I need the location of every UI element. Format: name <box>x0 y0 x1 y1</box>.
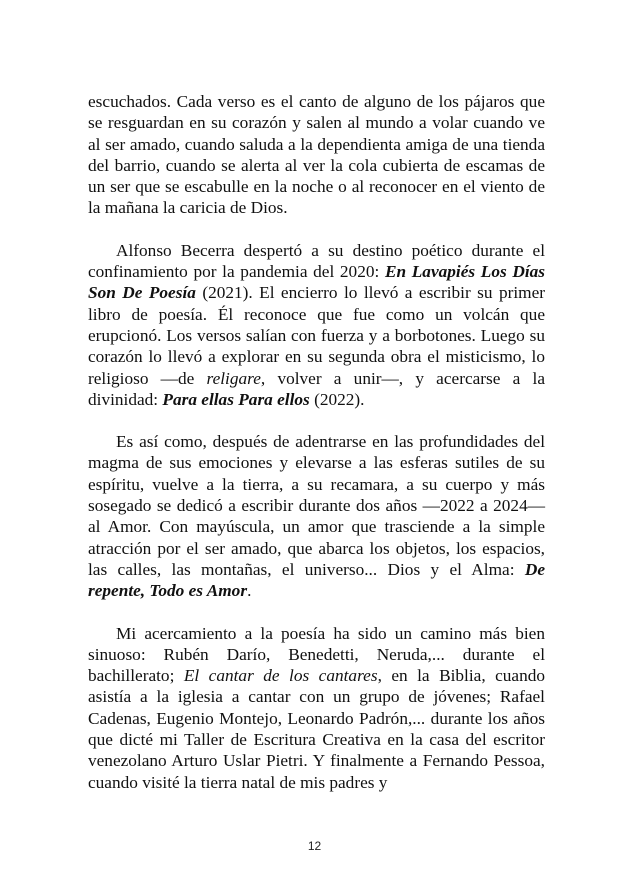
text-run: , volver a unir—, y acercarse a la divinidad: <box>88 368 545 409</box>
paragraph-becerra-awakening <box>88 240 545 410</box>
paragraph-continuation <box>88 91 545 219</box>
paragraph-return-to-love <box>88 431 545 601</box>
book-title-lavapies: En Lavapiés Los Días Son De Poesía <box>88 262 545 303</box>
text-run: (2021). El encierro lo llevó a escribir su primer libro de poesía. Él reconoce que fue como un volcán que erupcionó. Los versos salían con fuerza y a borbotones. Luego su corazón lo llevó a explorar en su segunda obra el misticismo, lo religioso —de <box>88 283 546 388</box>
text-run: Mi acercamiento a la poesía ha sido un camino más bien sinuoso: Rubén Darío, Benedetti, Neruda,... durante el bachillerato; <box>88 623 545 686</box>
book-title-para-ellas: Para ellas Para ellos <box>162 389 310 409</box>
text-run: Alfonso Becerra despertó a su destino poético durante el confinamiento por la pandemia del 2020: <box>88 240 545 282</box>
text-run: . <box>247 581 252 601</box>
text-run: (2022). <box>309 389 365 409</box>
latin-term-religare: religare <box>206 368 261 388</box>
text-run: , en la Biblia, cuando asistía a la iglesia a cantar con un grupo de jóvenes; Rafael Cadenas, Eugenio Montejo, Leonardo Padrón,... durante los años que dicté mi Taller de Escritura Creativa en la casa del escritor venezolano Arturo Uslar Pietri. Y finalmente a Fernando Pessoa, cuando visité la tierra natal de mis padres y <box>88 666 546 792</box>
page-number: 12 <box>307 839 322 853</box>
book-title-de-repente: De repente, Todo es Amor <box>88 559 545 601</box>
body-text <box>88 91 545 793</box>
work-title-cantar: El cantar de los cantares <box>183 666 378 686</box>
text-run: escuchados. Cada verso es el canto de alguno de los pájaros que se resguardan en su corazón y salen al mundo a volar cuando ve al ser amado, cuando saluda a la dependienta amiga de una tienda del barrio, cuando se alerta al ver la cola cubierta de escamas de un ser que se escabulle en la noche o al reconocer en el viento de la mañana la caricia de Dios. <box>88 92 545 218</box>
paragraph-my-approach <box>88 623 545 793</box>
text-run: Es así como, después de adentrarse en las profundidades del magma de sus emociones y elevarse a las esferas sutiles de su espíritu, vuelve a la tierra, a su recamara, a su cuerpo y más sosegado se dedicó a escribir durante dos años —2022 a 2024— al Amor. Con mayúscula, un amor que trasciende a la simple atracción por el ser amado, que abarca los objetos, los espacios, las calles, las montañas, el universo... Dios y el Alma: <box>88 432 545 579</box>
